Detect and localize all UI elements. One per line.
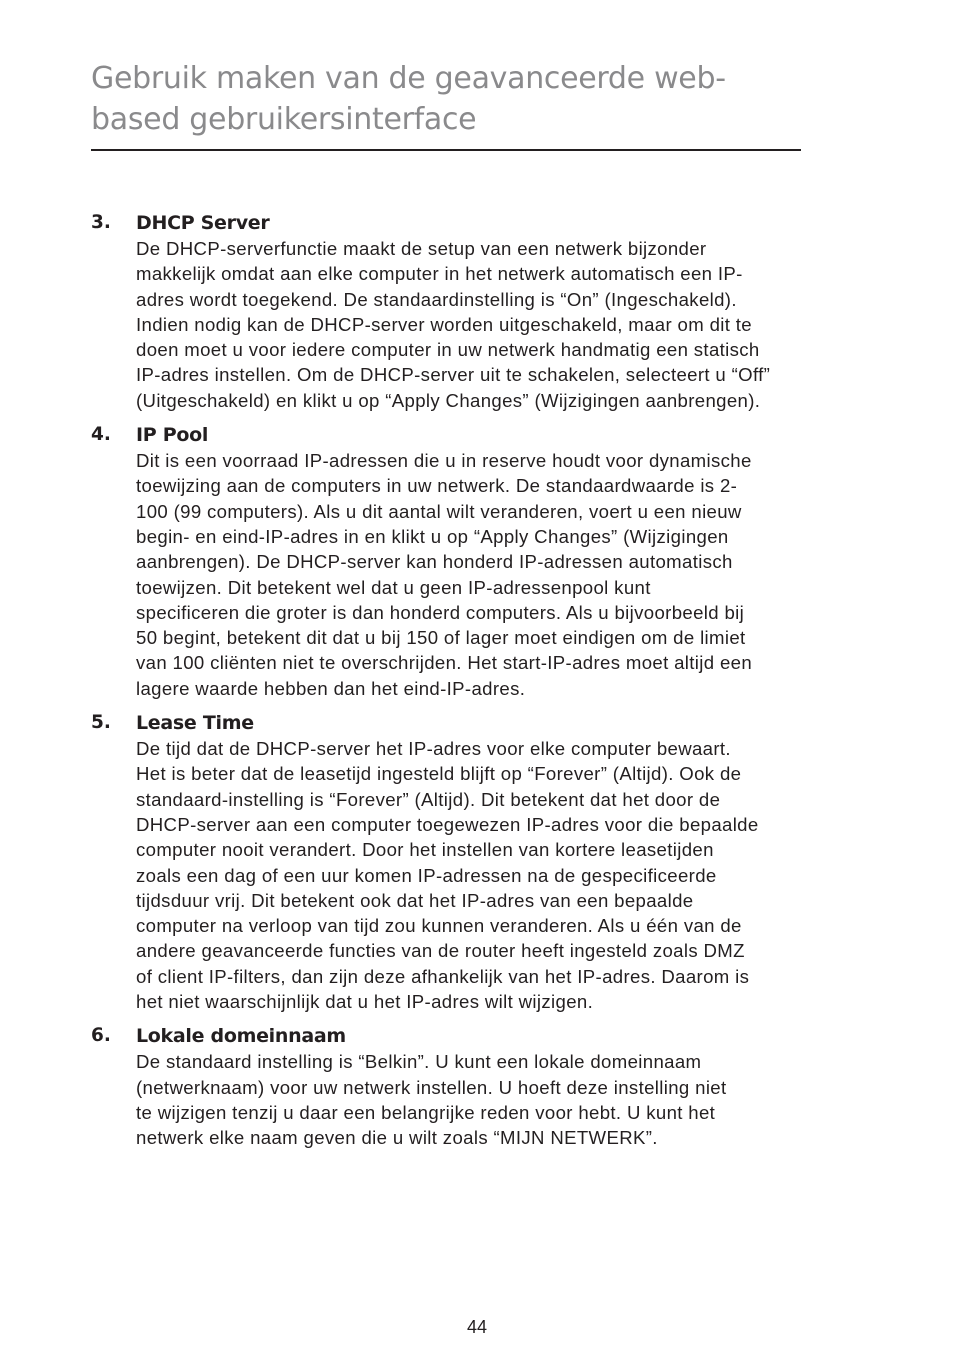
section-list bbox=[91, 210, 871, 1159]
page-title-line-1: Gebruik maken van de geavanceerde web- bbox=[91, 61, 726, 96]
section-body: Dit is een voorraad IP-adressen die u in reserve houdt voor dynamische toewijzing aan de computers in uw netwerk. De standaardwaarde is 2- 100 (99 computers). Als u dit aantal wilt veranderen, voert u een nieuw begin- en eind-IP-adres in en klikt u op “Apply Changes” (Wijzigingen aanbrengen). De DHCP-server kan honderd IP-adressen automatisch toewijzen. Dit betekent wel dat u geen IP-adressenpool kunt specificeren die groter is dan honderd computers. Als u bijvoorbeeld bij 50 begint, betekent dit dat u bij 150 of lager moet eindigen om de limiet van 100 cliënten niet te overschrijden. Het start-IP-adres moet altijd een lagere waarde hebben dan het eind-IP-adres. bbox=[136, 450, 753, 699]
section-number: 5. bbox=[91, 712, 111, 734]
section-ip-pool bbox=[91, 422, 871, 701]
page-title-line-2: based gebruikersinterface bbox=[91, 102, 477, 137]
page-number: 44 bbox=[466, 1317, 488, 1337]
section-heading: Lokale domeinnaam bbox=[136, 1025, 346, 1048]
section-body: De DHCP-serverfunctie maakt de setup van een netwerk bijzonder makkelijk omdat aan elke computer in het netwerk automatisch een IP- adres wordt toegekend. De standaardinstelling is “On” (Ingeschakeld). Indien nodig kan de DHCP-server worden uitgeschakeld, maar om dit te doen moet u voor iedere computer in uw netwerk handmatig een statisch IP-adres instellen. Om de DHCP-server uit te schakelen, selecteert u “Off” (Uitgeschakeld) en klikt u op “Apply Changes” (Wijzigingen aanbrengen). bbox=[136, 238, 771, 411]
section-body: De standaard instelling is “Belkin”. U kunt een lokale domeinnaam (netwerknaam) voor uw netwerk instellen. U hoeft deze instelling niet te wijzigen tenzij u daar een belangrijke reden voor hebt. U kunt het netwerk elke naam geven die u wilt zoals “MIJN NETWERK”. bbox=[136, 1051, 727, 1149]
section-local-domain-name bbox=[91, 1023, 871, 1150]
section-dhcp-server bbox=[91, 210, 871, 413]
section-body: De tijd dat de DHCP-server het IP-adres voor elke computer bewaart. Het is beter dat de leasetijd ingesteld blijft op “Forever” (Altijd). Ook de standaard-instelling is “Forever” (Altijd). Dit betekent dat het door de DHCP-server aan een computer toegewezen IP-adres voor die bepaalde computer nooit verandert. Door het instellen van kortere leasetijden zoals een dag of een uur komen IP-adressen na de gespecificeerde tijdsduur vrij. Dit betekent ook dat het IP-adres van een bepaalde computer na verloop van tijd zou kunnen veranderen. Als u één van de andere geavanceerde functies van de router heeft ingesteld zoals DMZ of client IP-filters, dan zijn deze afhankelijk van het IP-adres. Daarom is het niet waarschijnlijk dat u het IP-adres wilt wijzigen. bbox=[136, 738, 759, 1013]
section-lease-time bbox=[91, 710, 871, 1014]
title-divider bbox=[91, 149, 801, 151]
section-number: 3. bbox=[91, 212, 111, 233]
page-title bbox=[91, 58, 791, 140]
section-number: 4. bbox=[91, 424, 111, 446]
section-heading: Lease Time bbox=[136, 712, 254, 735]
section-heading: DHCP Server bbox=[136, 212, 270, 234]
section-number: 6. bbox=[91, 1025, 111, 1047]
section-heading: IP Pool bbox=[136, 424, 209, 447]
